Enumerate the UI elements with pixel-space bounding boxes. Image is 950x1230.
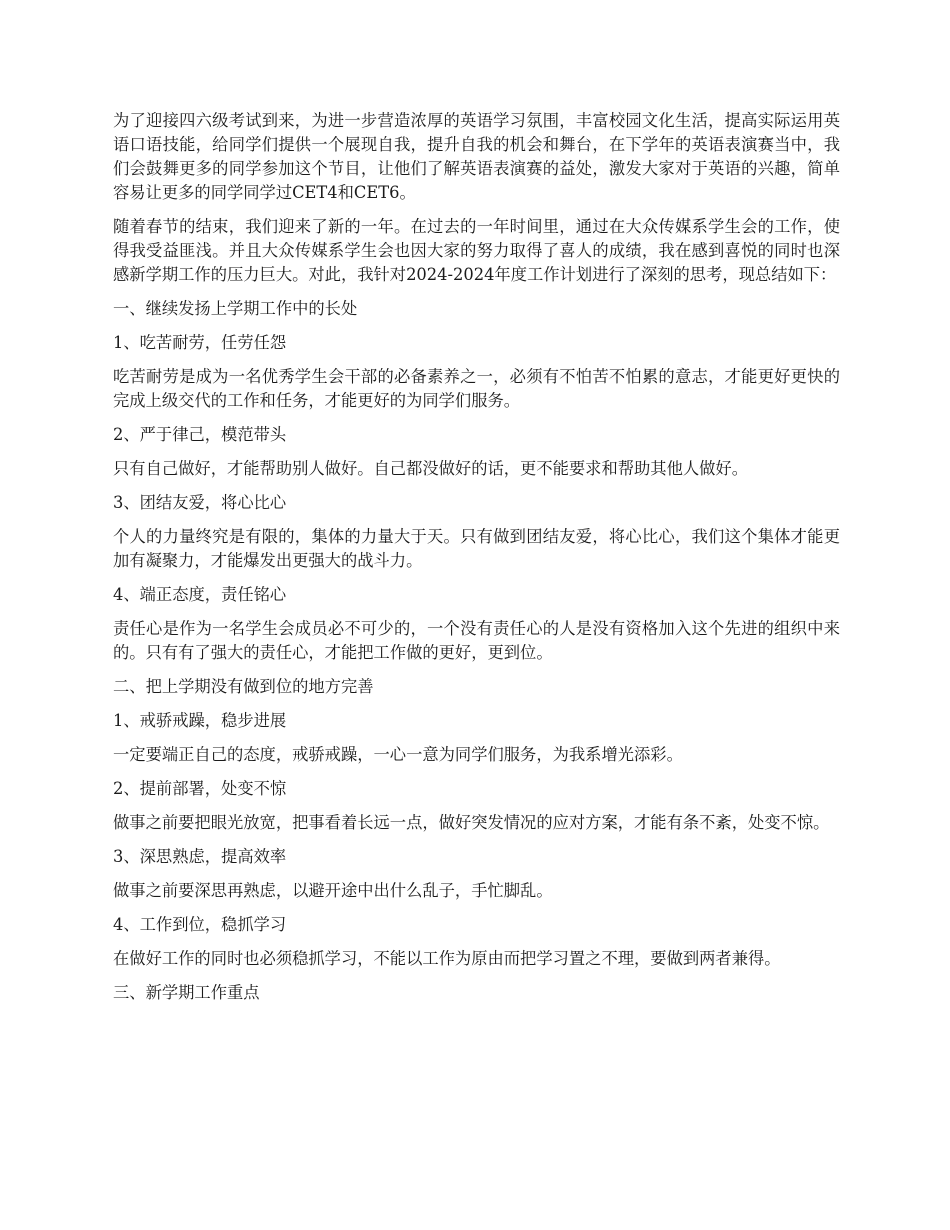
section-heading-2: 二、把上学期没有做到位的地方完善 bbox=[113, 677, 374, 696]
subheading-1-1: 1、吃苦耐劳，任劳任怨 bbox=[113, 333, 287, 352]
body-paragraph-1-1: 吃苦耐劳是成为一名优秀学生会干部的必备素养之一，必须有不怕苦不怕累的意志，才能更好更快的完成上级交代的工作和任务，才能更好的为同学们服务。 bbox=[113, 367, 840, 410]
subheading-2-2: 2、提前部署，处变不惊 bbox=[113, 779, 287, 798]
body-paragraph-1-4: 责任心是作为一名学生会成员必不可少的，一个没有责任心的人是没有资格加入这个先进的组织中来的。只有有了强大的责任心，才能把工作做的更好，更到位。 bbox=[113, 619, 840, 662]
body-paragraph-1-3: 个人的力量终究是有限的，集体的力量大于天。只有做到团结友爱，将心比心，我们这个集体才能更加有凝聚力，才能爆发出更强大的战斗力。 bbox=[113, 527, 840, 570]
summary-paragraph: 随着春节的结束，我们迎来了新的一年。在过去的一年时间里，通过在大众传媒系学生会的工作，使得我受益匪浅。并且大众传媒系学生会也因大家的努力取得了喜人的成绩，我在感到喜悦的同时也深感新学期工作的压力巨大。对此，我针对2024-2024年度工作计划进行了深刻的思考，现总结如下： bbox=[113, 217, 840, 284]
body-paragraph-2-3: 做事之前要深思再熟虑，以避开途中出什么乱子，手忙脚乱。 bbox=[113, 881, 553, 900]
body-paragraph-2-2: 做事之前要把眼光放宽，把事看着长远一点，做好突发情况的应对方案，才能有条不紊，处变不惊。 bbox=[113, 813, 830, 832]
subheading-1-3: 3、团结友爱，将心比心 bbox=[113, 493, 287, 512]
subheading-2-3: 3、深思熟虑，提高效率 bbox=[113, 847, 287, 866]
section-heading-3: 三、新学期工作重点 bbox=[113, 983, 260, 1002]
body-paragraph-2-4: 在做好工作的同时也必须稳抓学习，不能以工作为原由而把学习置之不理，要做到两者兼得。 bbox=[113, 949, 781, 968]
intro-paragraph: 为了迎接四六级考试到来，为进一步营造浓厚的英语学习氛围，丰富校园文化生活，提高实际运用英语口语技能，给同学们提供一个展现自我，提升自我的机会和舞台，在下学年的英语表演赛当中，我们会鼓舞更多的同学参加这个节目，让他们了解英语表演赛的益处，激发大家对于英语的兴趣，简单容易让更多的同学同学过CET4和CET6。 bbox=[113, 111, 840, 202]
document-page bbox=[113, 109, 840, 1015]
body-paragraph-1-2: 只有自己做好，才能帮助别人做好。自己都没做好的话，更不能要求和帮助其他人做好。 bbox=[113, 459, 748, 478]
subheading-1-4: 4、端正态度，责任铭心 bbox=[113, 585, 287, 604]
subheading-2-1: 1、戒骄戒躁，稳步进展 bbox=[113, 711, 287, 730]
subheading-1-2: 2、严于律己，模范带头 bbox=[113, 425, 287, 444]
body-paragraph-2-1: 一定要端正自己的态度，戒骄戒躁，一心一意为同学们服务，为我系增光添彩。 bbox=[113, 745, 683, 764]
subheading-2-4: 4、工作到位，稳抓学习 bbox=[113, 915, 287, 934]
section-heading-1: 一、继续发扬上学期工作中的长处 bbox=[113, 299, 358, 318]
